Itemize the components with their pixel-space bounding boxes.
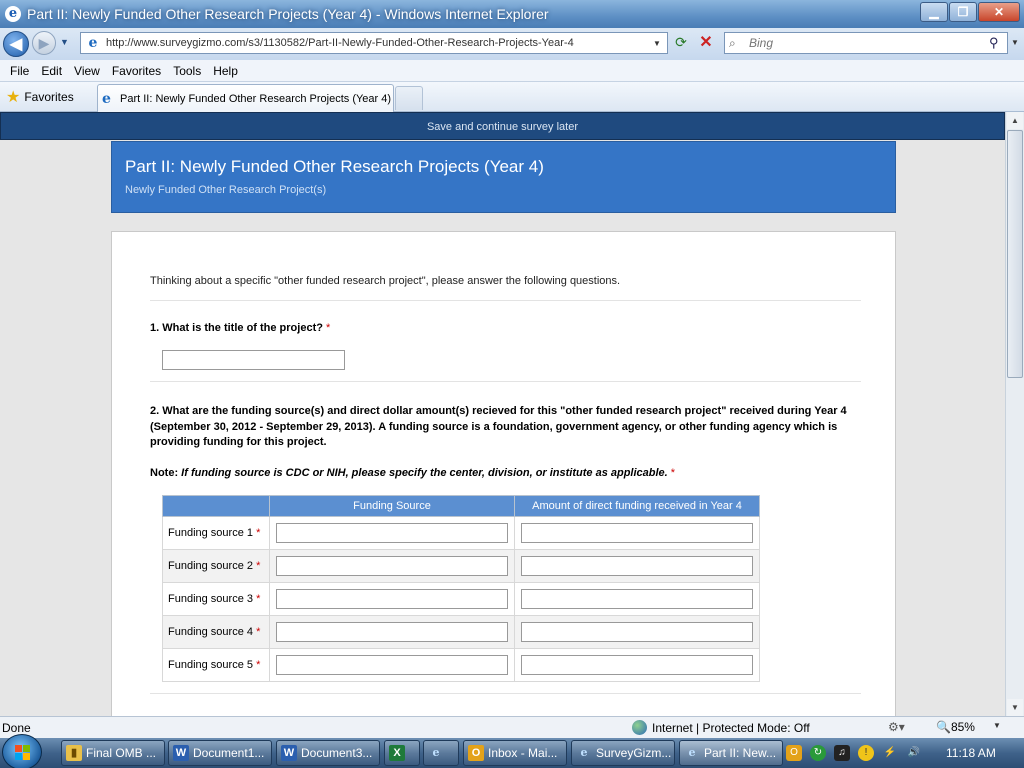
required-marker: * (256, 527, 261, 539)
save-continue-link[interactable]: Save and continue survey later (0, 112, 1005, 140)
new-tab-button[interactable] (395, 86, 423, 110)
recent-pages-dropdown-icon[interactable]: ▼ (60, 37, 69, 47)
table-row (163, 550, 760, 583)
question-2-note (150, 467, 675, 479)
media-icon[interactable]: ♫ (834, 745, 850, 761)
close-button[interactable]: ✕ (978, 2, 1020, 22)
funding-source-cell (270, 616, 515, 649)
amount-cell (515, 649, 760, 682)
row-label-text: Funding source 3 (168, 593, 253, 605)
required-marker: * (256, 593, 261, 605)
star-icon: ★ (6, 89, 21, 106)
note-text: If funding source is CDC or NIH, please specify the center, division, or institute as applicable. (181, 467, 668, 479)
row-label (163, 550, 270, 583)
note-prefix: Note: (150, 467, 179, 479)
page-viewport (0, 112, 1024, 716)
zone-label: Internet | Protected Mode: Off (652, 720, 810, 735)
funding-source-2-input[interactable] (276, 556, 508, 576)
menu-file[interactable]: File (10, 63, 30, 78)
taskbar-item-label: Part II: New... (704, 746, 777, 760)
required-marker: * (670, 467, 676, 479)
survey-content (111, 231, 896, 716)
scrollbar-thumb[interactable] (1007, 130, 1023, 378)
ie-icon: e (580, 746, 588, 759)
windows-logo-icon (15, 745, 31, 761)
globe-icon (632, 720, 647, 735)
funding-source-5-input[interactable] (276, 655, 508, 675)
funding-source-1-input[interactable] (276, 523, 508, 543)
funding-table (162, 495, 760, 682)
scroll-down-icon[interactable]: ▼ (1007, 699, 1023, 716)
table-row (163, 517, 760, 550)
menu-tools[interactable]: Tools (173, 63, 202, 78)
row-label (163, 649, 270, 682)
taskbar-item-document3[interactable] (276, 740, 380, 766)
search-icon[interactable]: ⚲ (989, 35, 999, 50)
address-url[interactable]: http://www.surveygizmo.com/s3/1130582/Part-II-Newly-Funded-Other-Research-Projects-Year-4 (106, 37, 574, 49)
amount-cell (515, 616, 760, 649)
refresh-icon[interactable]: ⟳ (675, 34, 687, 50)
network-icon[interactable]: ⚡ (883, 747, 897, 758)
taskbar-item-label: Document3... (301, 746, 373, 760)
amount-cell (515, 583, 760, 616)
required-marker: * (256, 560, 261, 572)
favorites-bar (0, 82, 1024, 112)
taskbar-item-label: Inbox - Mai... (488, 746, 558, 760)
menu-view[interactable]: View (74, 63, 100, 78)
minimize-button[interactable]: ▁ (920, 2, 948, 22)
amount-4-input[interactable] (521, 622, 753, 642)
divider (150, 300, 861, 301)
question-2-text: 2. What are the funding source(s) and direct dollar amount(s) recieved for this "other funded research project" received during Year 4 (September 30, 2012 - September 29, 2013). A funding source is a foundation, government agency, or other funding agency which is providing funding for this project. (150, 405, 847, 448)
row-label (163, 616, 270, 649)
divider (150, 693, 861, 694)
clock[interactable]: 11:18 AM (946, 746, 996, 760)
security-zone[interactable] (632, 720, 810, 735)
ie-logo-icon: e (5, 6, 21, 22)
tab-active[interactable] (97, 84, 394, 112)
table-header-row (163, 496, 760, 517)
window-title: Part II: Newly Funded Other Research Projects (Year 4) - Windows Internet Explorer (27, 6, 549, 22)
excel-icon: X (389, 745, 405, 761)
vertical-scrollbar[interactable] (1005, 112, 1024, 716)
search-box[interactable] (724, 32, 1008, 54)
search-options-dropdown-icon[interactable]: ▼ (1011, 38, 1019, 47)
address-dropdown-icon[interactable]: ▼ (653, 38, 661, 48)
word-icon: W (281, 745, 297, 761)
zoom-control[interactable] (936, 720, 975, 734)
required-marker: * (256, 659, 261, 671)
window-title-bar (0, 0, 1024, 28)
question-1-label (150, 322, 330, 334)
folder-icon: ▮ (66, 745, 82, 761)
funding-source-cell (270, 583, 515, 616)
page-icon: e (88, 35, 98, 51)
funding-source-3-input[interactable] (276, 589, 508, 609)
funding-source-4-input[interactable] (276, 622, 508, 642)
navigation-bar (0, 28, 1024, 60)
status-bar (0, 716, 1024, 738)
required-marker: * (256, 626, 261, 638)
tab-ie-icon: e (102, 90, 111, 107)
taskbar-item-inbox[interactable] (463, 740, 567, 766)
ie-icon: e (432, 746, 440, 759)
survey-subtitle: Newly Funded Other Research Project(s) (125, 184, 327, 196)
outlook-icon: O (468, 745, 484, 761)
row-label (163, 583, 270, 616)
favorites-label: Favorites (24, 90, 74, 104)
menu-help[interactable]: Help (213, 63, 238, 78)
funding-source-cell (270, 517, 515, 550)
warning-icon[interactable]: ! (858, 745, 874, 761)
taskbar-item-surveygizmo[interactable] (571, 740, 675, 766)
zoom-level: 85% (950, 720, 975, 734)
menu-edit[interactable]: Edit (41, 63, 63, 78)
address-bar[interactable] (80, 32, 668, 54)
zoom-dropdown-icon[interactable]: ▼ (993, 721, 1001, 730)
taskbar-item-excel[interactable] (384, 740, 420, 766)
taskbar-item-label: SurveyGizm... (596, 746, 672, 760)
start-button[interactable] (2, 734, 42, 768)
menu-favorites[interactable]: Favorites (111, 63, 162, 78)
intro-text: Thinking about a specific "other funded research project", please answer the following questions. (150, 275, 621, 287)
survey-title: Part II: Newly Funded Other Research Projects (Year 4) (125, 157, 544, 176)
word-icon: W (173, 745, 189, 761)
column-header-funding-source: Funding Source (270, 496, 515, 517)
survey-header (111, 141, 896, 213)
taskbar-item-label: Document1... (193, 746, 265, 760)
amount-1-input[interactable] (521, 523, 753, 543)
column-header-blank (163, 496, 270, 517)
back-button[interactable]: ◀ (3, 31, 29, 57)
favorites-button[interactable] (6, 86, 74, 108)
amount-cell (515, 550, 760, 583)
volume-icon[interactable]: 🔊 (907, 747, 921, 758)
bing-icon: ⌕ (729, 35, 736, 50)
sync-icon[interactable]: ↻ (810, 745, 826, 761)
required-marker: * (326, 322, 331, 334)
search-input[interactable] (749, 36, 989, 50)
forward-button[interactable]: ▶ (32, 31, 56, 55)
taskbar-item-part-ii[interactable] (679, 740, 783, 766)
amount-3-input[interactable] (521, 589, 753, 609)
taskbar-item-document1[interactable] (168, 740, 272, 766)
row-label-text: Funding source 5 (168, 659, 253, 671)
ie-icon: e (688, 746, 696, 759)
restore-button[interactable]: ❐ (949, 2, 977, 22)
funding-source-cell (270, 649, 515, 682)
row-label (163, 517, 270, 550)
amount-2-input[interactable] (521, 556, 753, 576)
funding-source-cell (270, 550, 515, 583)
row-label-text: Funding source 1 (168, 527, 253, 539)
row-label-text: Funding source 4 (168, 626, 253, 638)
scroll-up-icon[interactable]: ▲ (1007, 112, 1023, 129)
taskbar-item-label: Final OMB ... (86, 746, 157, 760)
table-row (163, 649, 760, 682)
zoom-icon: 🔍 (936, 720, 951, 734)
table-row (163, 583, 760, 616)
column-header-amount: Amount of direct funding received in Year 4 (515, 496, 760, 517)
taskbar-item-ie[interactable] (423, 740, 459, 766)
menu-bar (0, 60, 1024, 82)
question-1-text: 1. What is the title of the project? (150, 322, 323, 334)
taskbar (0, 738, 1024, 768)
outlook-tray-icon[interactable]: O (786, 745, 802, 761)
tab-label: Part II: Newly Funded Other Research Projects (Year 4) (120, 92, 392, 105)
table-row (163, 616, 760, 649)
protected-mode-icon[interactable]: ⚙▾ (888, 720, 905, 734)
taskbar-item-final-omb[interactable] (61, 740, 165, 766)
project-title-input[interactable] (162, 350, 345, 370)
amount-cell (515, 517, 760, 550)
status-text: Done (2, 720, 31, 735)
divider (150, 381, 861, 382)
amount-5-input[interactable] (521, 655, 753, 675)
stop-icon[interactable]: ✕ (699, 34, 713, 51)
row-label-text: Funding source 2 (168, 560, 253, 572)
